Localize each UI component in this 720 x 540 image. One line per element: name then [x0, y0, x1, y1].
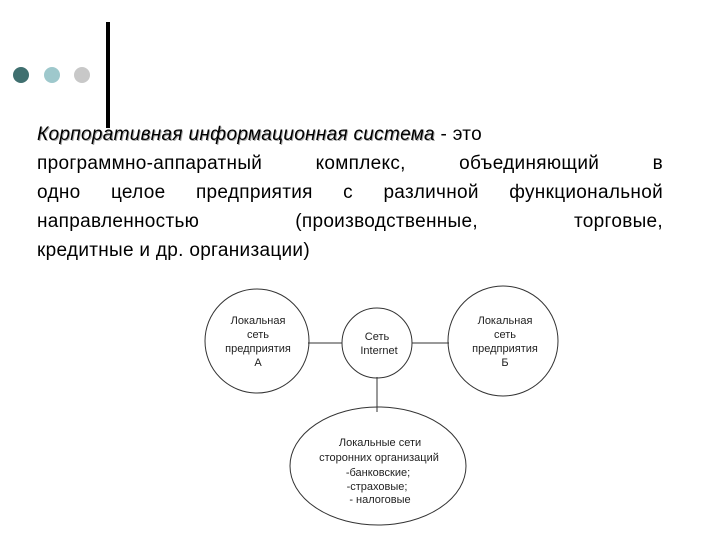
node-b-label: Локальная — [477, 315, 533, 327]
node-bottom-label: сторонних организаций — [319, 452, 439, 464]
node-a-label: А — [254, 357, 262, 369]
para-word: одно — [37, 182, 81, 203]
para-line-5: кредитные и др. организации) — [37, 240, 310, 261]
para-word: объединяющий — [459, 153, 600, 174]
para-word: функциональной — [509, 182, 663, 203]
term-suffix: - это — [434, 124, 482, 145]
internet-label: Сеть — [364, 331, 390, 343]
para-word: направленностью — [37, 211, 200, 232]
internet-label: Internet — [360, 345, 398, 357]
node-bottom-label: -банковские; — [345, 467, 411, 479]
node-b-label: Б — [501, 357, 509, 369]
node-b-label: предприятия — [472, 343, 538, 355]
para-word: предприятия — [195, 182, 313, 203]
node-a-label: сеть — [246, 329, 270, 341]
node-bottom-ellipse — [290, 407, 466, 525]
para-word: в — [652, 153, 663, 174]
node-a-label: предприятия — [225, 343, 291, 355]
node-b-label: сеть — [493, 329, 517, 341]
internet-circle — [342, 308, 412, 378]
para-word: различной — [383, 182, 479, 203]
node-a-circle — [205, 289, 309, 393]
node-b-circle — [448, 286, 558, 396]
para-word: комплекс, — [315, 153, 406, 174]
para-word: целое — [110, 182, 166, 203]
node-bottom-label: -страховые; — [346, 481, 408, 493]
node-bottom-label: Локальные сети — [338, 437, 422, 449]
term-highlight: Корпоративная информационная система — [37, 124, 435, 145]
node-a-label: Локальная — [230, 315, 286, 327]
node-bottom-label: - налоговые — [349, 494, 411, 506]
para-word: (производственные, — [295, 211, 478, 232]
para-word: программно-аппаратный — [37, 153, 263, 174]
para-word: с — [343, 182, 353, 203]
para-word: торговые, — [574, 211, 663, 232]
